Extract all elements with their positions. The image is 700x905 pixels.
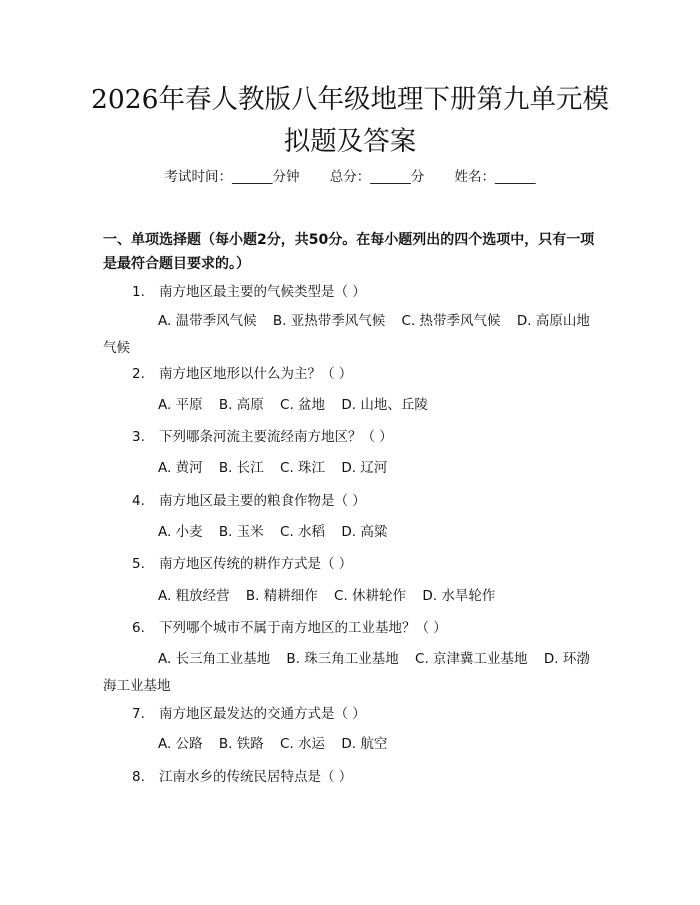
question-text: 南方地区最主要的粮食作物是（ ）: [159, 493, 366, 509]
question-number: 4.: [132, 493, 145, 509]
section-heading: 一、单项选择题（每小题2分，共50分。在每小题列出的四个选项中，只有一项是最符合题目要求的。）: [103, 232, 595, 272]
option-a: A. 温带季风气候: [158, 313, 257, 329]
question-7: [132, 703, 612, 725]
question-8: [132, 766, 612, 788]
option-a: A. 粗放经营: [158, 588, 230, 604]
option-b: B. 精耕细作: [245, 588, 318, 604]
option-b: B. 珠三角工业基地: [286, 651, 399, 667]
question-5-options: [103, 583, 593, 610]
option-a: A. 小麦: [158, 524, 203, 540]
option-c: C. 热带季风气候: [401, 313, 501, 329]
question-6: [132, 617, 612, 639]
option-d: D. 山地、丘陵: [341, 397, 428, 413]
question-number: 1.: [132, 284, 145, 300]
question-3-options: [103, 455, 593, 482]
question-text: 江南水乡的传统民居特点是（ ）: [159, 769, 353, 785]
question-2: [132, 363, 612, 385]
exam-title: [60, 79, 640, 163]
option-c: C. 水运: [280, 736, 326, 752]
question-number: 5.: [132, 556, 145, 572]
option-b: B. 长江: [218, 460, 264, 476]
question-text: 南方地区传统的耕作方式是（ ）: [159, 556, 353, 572]
title-line-2: 拟题及答案: [283, 126, 417, 157]
option-d: D. 环渤海工业基地: [103, 651, 590, 694]
exam-meta: [0, 166, 700, 188]
question-1: [132, 281, 612, 303]
question-text: 南方地区地形以什么为主？（ ）: [159, 366, 353, 382]
question-number: 2.: [132, 366, 145, 382]
question-6-options: [103, 646, 593, 700]
option-a: A. 黄河: [158, 460, 203, 476]
option-d: D. 高原山地气候: [103, 313, 590, 356]
question-7-options: [103, 731, 593, 758]
option-d: D. 航空: [341, 736, 388, 752]
option-b: B. 铁路: [218, 736, 264, 752]
option-c: C. 珠江: [280, 460, 326, 476]
question-text: 下列哪条河流主要流经南方地区？（ ）: [159, 429, 393, 445]
question-number: 3.: [132, 429, 145, 445]
option-d: D. 辽河: [341, 460, 388, 476]
option-b: B. 亚热带季风气候: [272, 313, 386, 329]
question-text: 南方地区最主要的气候类型是（ ）: [159, 284, 366, 300]
option-d: D. 高粱: [341, 524, 388, 540]
title-line-1: 2026年春人教版八年级地理下册第九单元模: [91, 84, 609, 115]
question-4: [132, 490, 612, 512]
option-b: B. 高原: [218, 397, 264, 413]
question-3: [132, 426, 612, 448]
question-4-options: [103, 519, 593, 546]
question-1-options: [103, 308, 593, 362]
option-c: C. 京津冀工业基地: [415, 651, 528, 667]
exam-score: 总分：______分: [329, 169, 425, 185]
option-c: C. 休耕轮作: [334, 588, 407, 604]
option-a: A. 公路: [158, 736, 203, 752]
option-c: C. 盆地: [280, 397, 326, 413]
question-number: 6.: [132, 620, 145, 636]
option-b: B. 玉米: [218, 524, 264, 540]
option-d: D. 水旱轮作: [422, 588, 496, 604]
question-number: 8.: [132, 769, 145, 785]
question-5: [132, 553, 612, 575]
question-number: 7.: [132, 706, 145, 722]
option-c: C. 水稻: [280, 524, 326, 540]
option-a: A. 平原: [158, 397, 203, 413]
option-a: A. 长三角工业基地: [158, 651, 271, 667]
exam-time: 考试时间：______分钟: [164, 169, 300, 185]
question-2-options: [103, 392, 593, 419]
student-name: 姓名：______: [454, 169, 536, 185]
question-text: 南方地区最发达的交通方式是（ ）: [159, 706, 366, 722]
question-text: 下列哪个城市不属于南方地区的工业基地？（ ）: [159, 620, 447, 636]
